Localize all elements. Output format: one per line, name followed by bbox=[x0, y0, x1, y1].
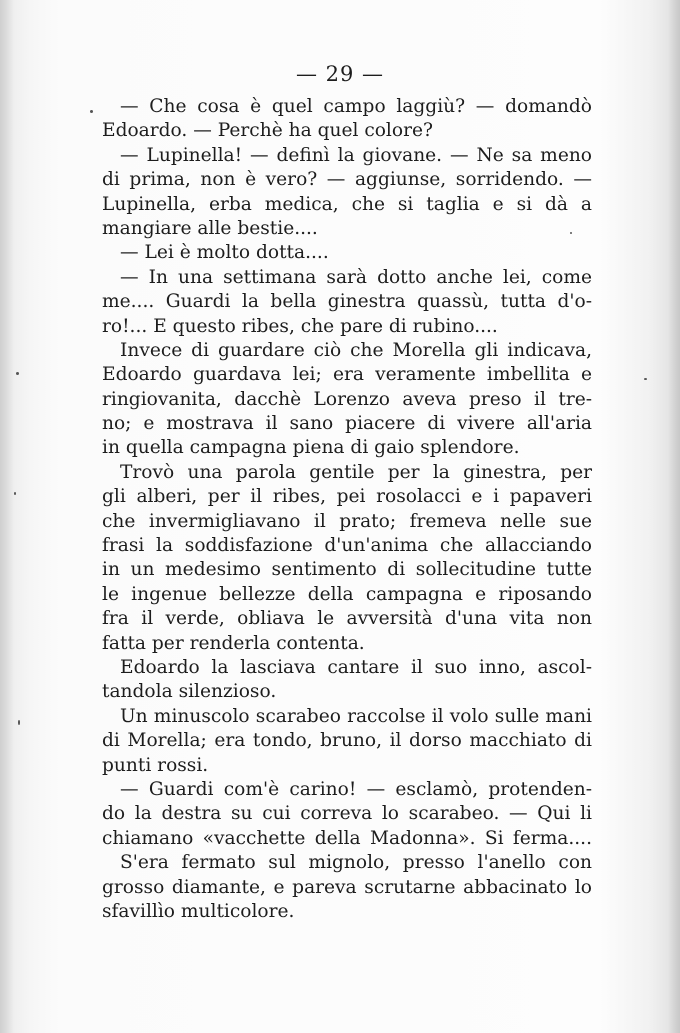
left-edge-shadow bbox=[0, 0, 14, 1033]
text-line: Trovò una parola gentile per la ginestra, per bbox=[120, 461, 592, 483]
text-line: — In una settimana sarà dotto anche lei, come bbox=[120, 266, 592, 288]
text-line: chiamano «vacchette della Madonna». Si ferma.... bbox=[102, 827, 592, 849]
text-line: no; e mostrava il sano piacere di vivere all'aria bbox=[102, 413, 592, 435]
body-text bbox=[102, 95, 592, 924]
text-line: ro!... E questo ribes, che pare di rubino.... bbox=[102, 315, 498, 337]
text-line: — Lupinella! — definì la giovane. — Ne sa meno bbox=[120, 144, 592, 166]
text-line: Invece di guardare ciò che Morella gli indicava, bbox=[120, 339, 592, 361]
text-line: Edoardo guardava lei; era veramente imbellita e bbox=[102, 364, 592, 386]
text-line: mangiare alle bestie.... bbox=[102, 217, 318, 239]
text-line: di Morella; era tondo, bruno, il dorso macchiato di bbox=[102, 730, 592, 752]
text-line: tandola silenzioso. bbox=[102, 681, 277, 703]
text-line: gli alberi, per il ribes, pei rosolacci e i papaveri bbox=[102, 486, 592, 508]
text-line: Lupinella, erba medica, che si taglia e si dà a bbox=[102, 193, 592, 215]
paper-speck bbox=[18, 720, 20, 725]
text-line: — Lei è molto dotta.... bbox=[120, 242, 329, 264]
text-line: sfavillìo multicolore. bbox=[102, 900, 295, 922]
text-line: le ingenue bellezze della campagna e riposando bbox=[102, 583, 592, 605]
text-line: Edoardo la lasciava cantare il suo inno, ascol- bbox=[120, 656, 592, 678]
paper-speck bbox=[644, 378, 647, 380]
text-line: fatta per renderla contenta. bbox=[102, 632, 365, 654]
text-line: in quella campagna piena di gaio splendore. bbox=[102, 437, 520, 459]
right-edge-shadow bbox=[668, 0, 680, 1033]
text-line: — Che cosa è quel campo laggiù? — domandò bbox=[120, 96, 592, 117]
page-number: — 29 — bbox=[295, 62, 385, 86]
text-line: me.... Guardi la bella ginestra quassù, tutta d'o- bbox=[102, 291, 592, 313]
text-line: ringiovanita, dacchè Lorenzo aveva preso il tre- bbox=[102, 388, 592, 410]
text-line: Un minuscolo scarabeo raccolse il volo sulle mani bbox=[120, 705, 592, 727]
text-line: che invermigliavano il prato; fremeva nelle sue bbox=[102, 510, 592, 532]
paper-speck bbox=[90, 110, 93, 113]
text-line: S'era fermato sul mignolo, presso l'anello con bbox=[120, 852, 592, 874]
text-line: do la destra su cui correva lo scarabeo. — Qui li bbox=[102, 803, 592, 825]
paper-speck bbox=[570, 232, 572, 234]
text-line: grosso diamante, e pareva scrutarne abbacinato lo bbox=[102, 876, 592, 898]
text-line: in un medesimo sentimento di sollecitudine tutte bbox=[102, 559, 592, 581]
paper-speck bbox=[16, 372, 19, 375]
text-line: fra il verde, obliava le avversità d'una vita non bbox=[102, 608, 592, 630]
text-line: frasi la soddisfazione d'un'anima che allacciando bbox=[102, 535, 592, 557]
text-line: di prima, non è vero? — aggiunse, sorridendo. — bbox=[102, 169, 592, 191]
text-line: Edoardo. — Perchè ha quel colore? bbox=[102, 120, 433, 142]
text-line: punti rossi. bbox=[102, 754, 209, 776]
text-line: — Guardi com'è carino! — esclamò, protenden- bbox=[120, 778, 592, 800]
paper-speck bbox=[14, 492, 16, 495]
